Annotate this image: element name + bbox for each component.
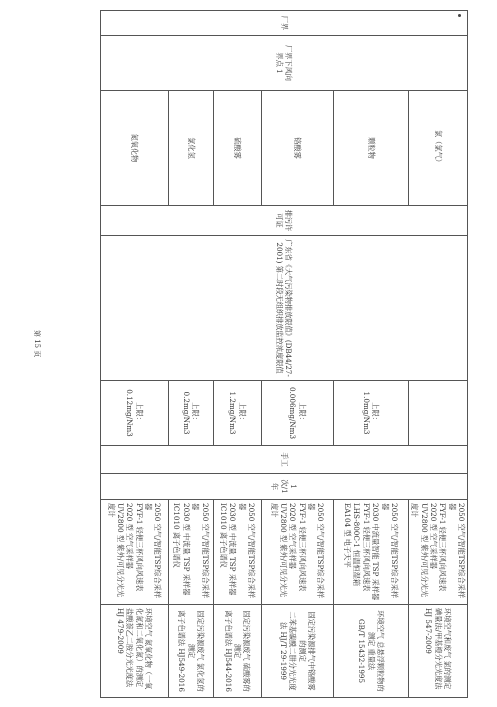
standard-cell: 广东省《大气污染物排放限值》(DB44/27-2001) 第二时段无组织排放监控浓度限值 bbox=[100, 236, 467, 381]
equipment-cell: 2050 空气/智能TSP综合采样器 2030 型 中流量 TSP 采样器 IC1010 离子色谱仪 bbox=[168, 500, 213, 605]
limit-cell: 上限： 0.12mg/Nm3 bbox=[100, 381, 168, 446]
equipment-cell: 2050 空气/智能TSP综合采样器 2030 中流量智能 TSP 采样器 FYF-1 轻便三杯风向风速表 LHS-800C-1 恒温恒湿箱 EA104 型 电子天平 bbox=[333, 500, 408, 605]
pollutant-cell: 颗粒物 bbox=[333, 91, 408, 206]
frequency-cell: 1 次/1 年 bbox=[100, 474, 467, 500]
equipment-cell: 2050 空气/智能TSP综合采样器 FYF-1 轻便三杯风向风速表 2020 型 空气采样器 UV2800 型 紫外/可见分光光度计 bbox=[100, 500, 168, 605]
equipment-cell: 2050 空气/智能TSP综合采样器 FYF-1 轻便三杯风向风速表 2020 型 空气采样器 UV2800 型 紫外/可见分光光度计 bbox=[261, 500, 333, 605]
limit-cell bbox=[408, 381, 467, 446]
pollutant-cell: 氯化氢 bbox=[168, 91, 213, 206]
equipment-cell: 2050 空气/智能TSP综合采样器 FYF-1 轻便三杯风向风速表 2020 型 空气采样器 UV2800 型 紫外/可见分光光度计 bbox=[408, 500, 467, 605]
permit-cell: 排污许可证 bbox=[100, 206, 467, 236]
limit-cell: 上限： 0.2mg/Nm3 bbox=[168, 381, 213, 446]
pollutant-cell: 硫酸雾 bbox=[213, 91, 261, 206]
limit-cell: 上限： 0.006mg/Nm3 bbox=[261, 381, 333, 446]
method-cell: 固定污染源废气 氯化氢的测定 离子色谱法 HJ549-2016 bbox=[168, 605, 213, 698]
pollutant-cell: 氮氧化物 bbox=[100, 91, 168, 206]
col2-header: 厂界 bbox=[100, 11, 467, 36]
limit-cell: 上限： 1.2mg/Nm3 bbox=[213, 381, 261, 446]
method-cell: 环境空气 总悬浮颗粒物的测定 重量法 GB/T 15432-1995 bbox=[333, 605, 408, 698]
table-row bbox=[408, 11, 467, 698]
method-cell: 固定污染源排气中铬酸雾的测定 二苯基碳酰二肼分光光度法 HJ/T 29-1999 bbox=[261, 605, 333, 698]
limit-cell: 上限： 1.0mg/Nm3 bbox=[333, 381, 408, 446]
pollutant-cell: 氯（氯气） bbox=[408, 91, 467, 206]
method-cell: 环境空气 氮氧化物（一氧化氮和二氧化氮）的测定 盐酸萘乙二胺分光光度法 HJ 479-2009 bbox=[100, 605, 168, 698]
method-cell: 环境空气和废气 氯的测定 碘量法/甲基橙分光光度法 HJ 547-2009 bbox=[408, 605, 467, 698]
pollutant-cell: 铬酸雾 bbox=[261, 91, 333, 206]
group-label: 厂界下风向 界点 1 bbox=[100, 36, 467, 91]
equipment-cell: 2050 空气/智能TSP综合采样器 2030 型 中流量 TSP 采样器 IC1010 离子色谱仪 bbox=[213, 500, 261, 605]
monitoring-table bbox=[100, 10, 468, 698]
method-cell: 固定污染源废气 硫酸雾的测定 离子色谱法 HJ544-2016 bbox=[213, 605, 261, 698]
page-number: 第 15 页 bbox=[33, 330, 41, 358]
monitor-type-cell: 手工 bbox=[100, 446, 467, 474]
